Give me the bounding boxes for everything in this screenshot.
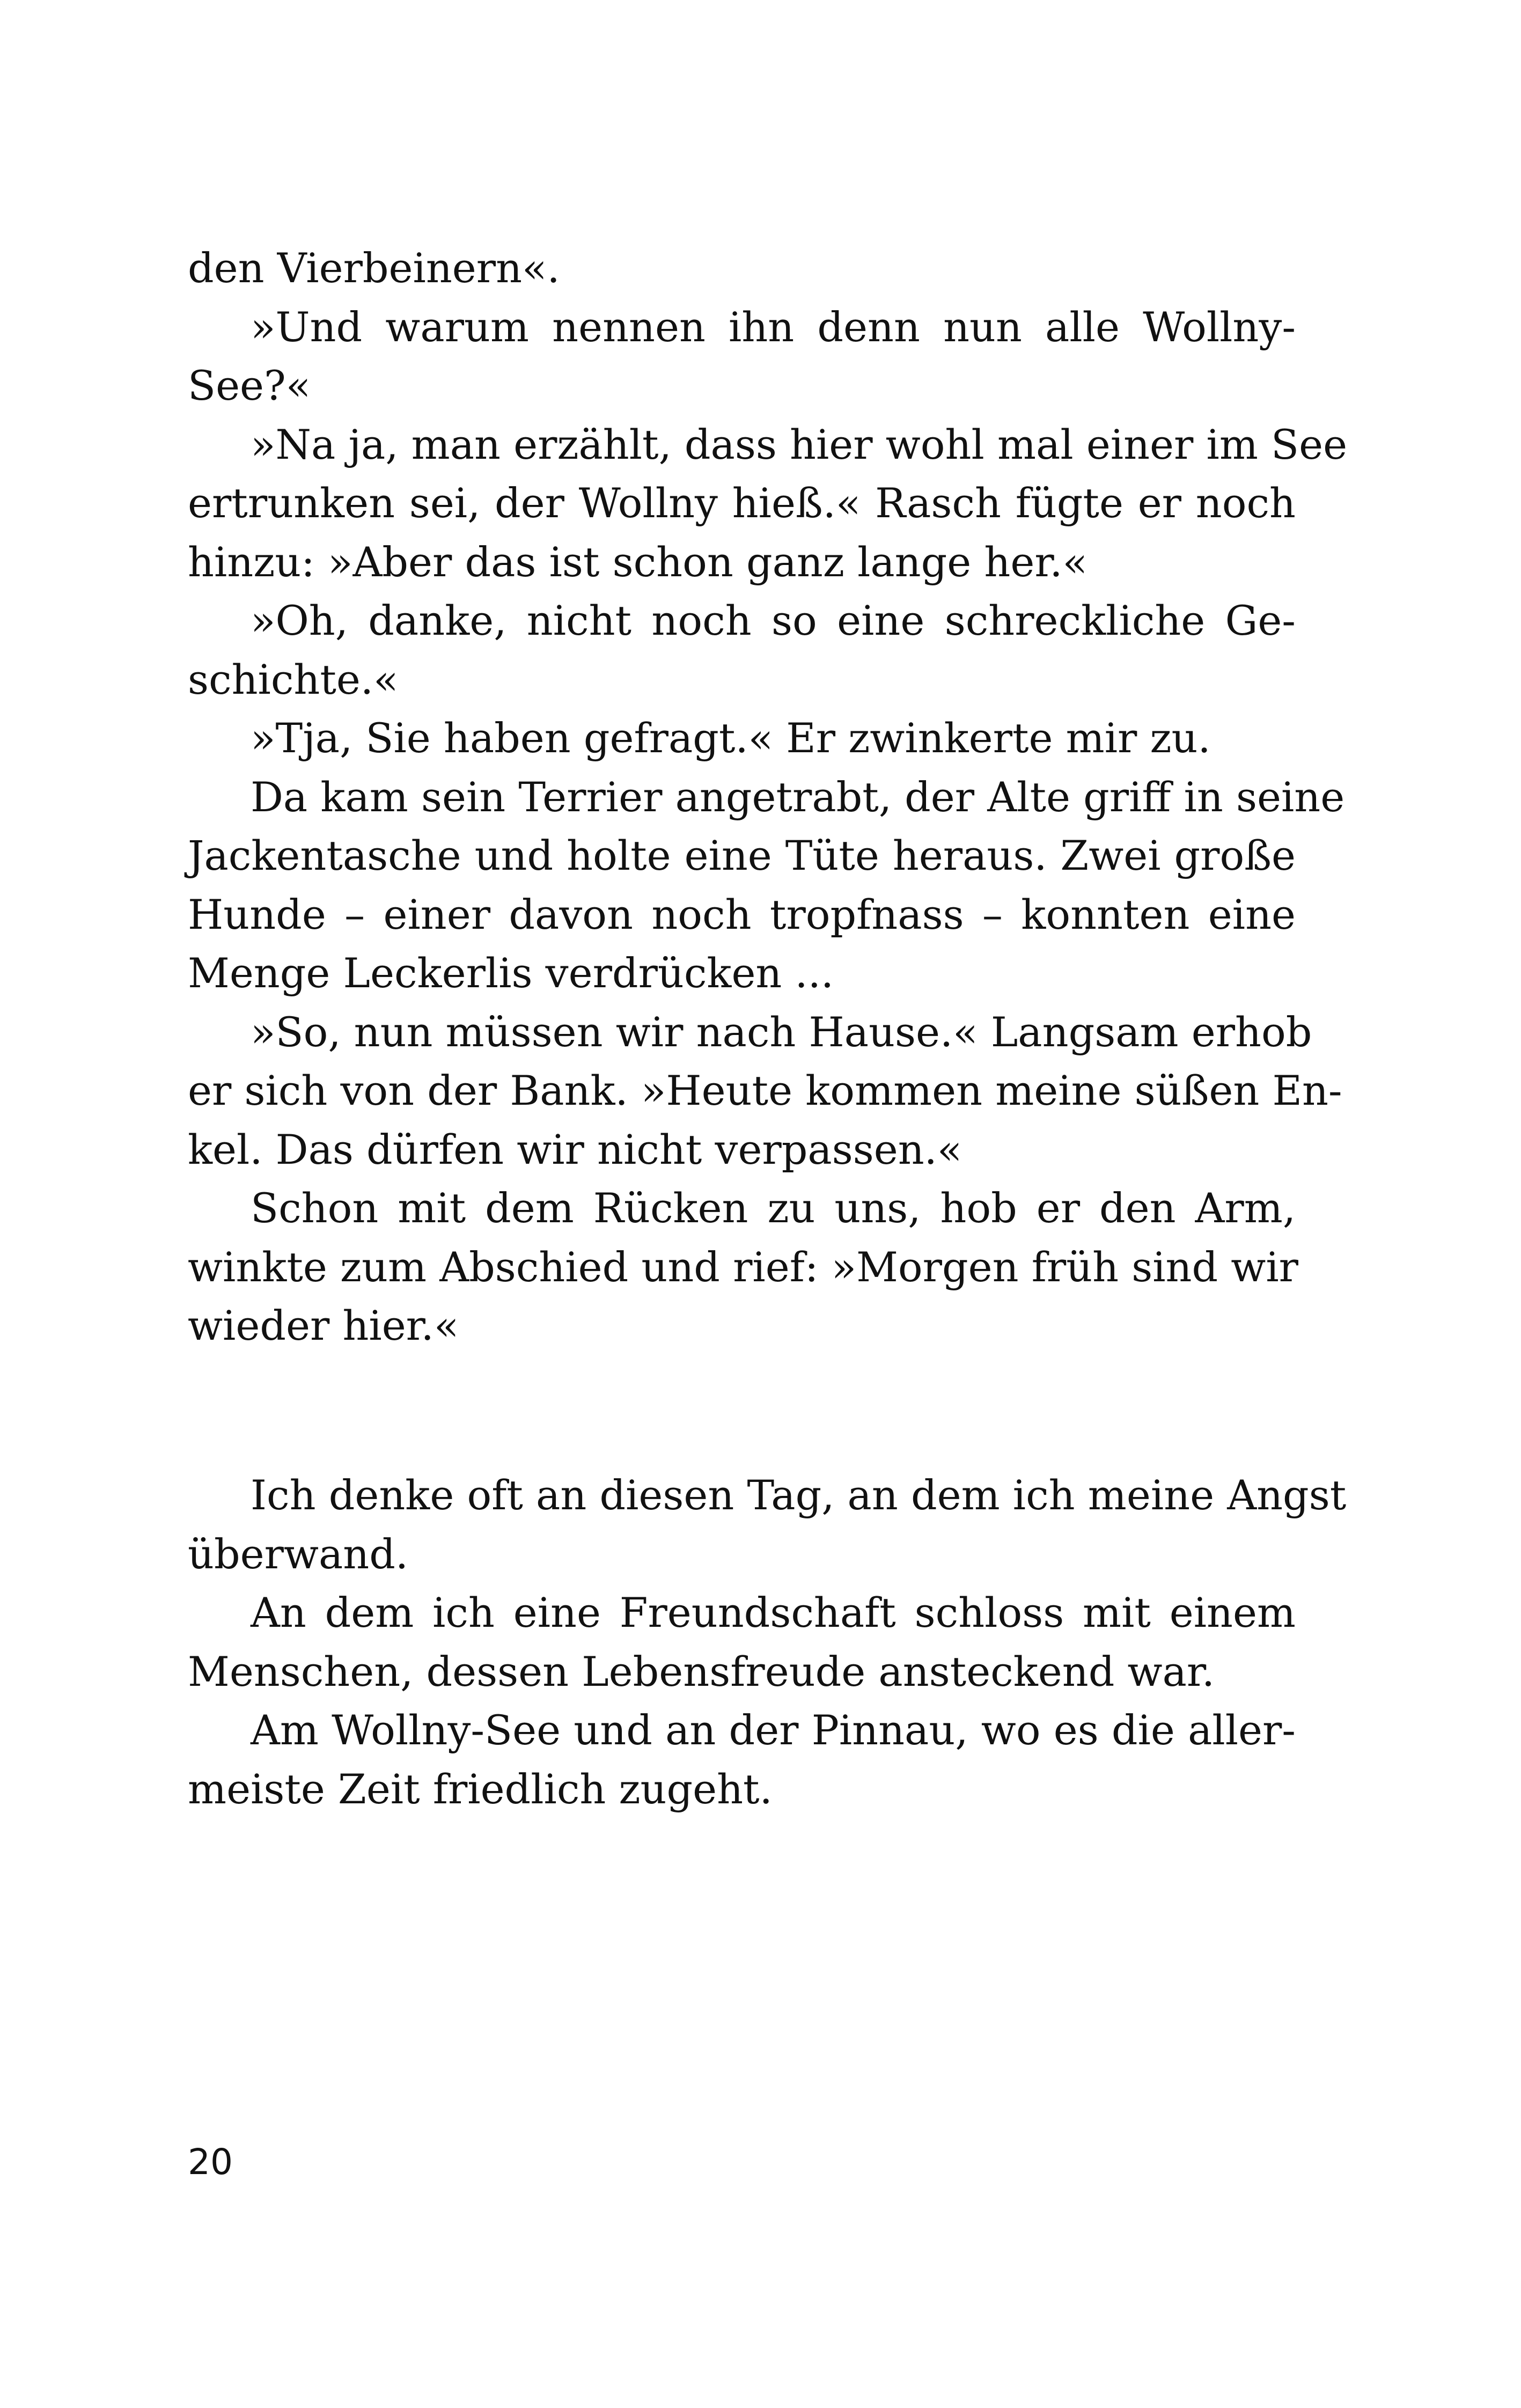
text-line: er sich von der Bank. »Heute kommen meine süßen En- [188, 1067, 1342, 1114]
text-line: den Vierbeinern«. [188, 244, 560, 292]
text-line: »Und warum nennen ihn denn nun alle Wollny- [251, 303, 1296, 351]
text-line: überwand. [188, 1530, 409, 1578]
text-line: schichte.« [188, 655, 399, 703]
text-line: »Oh, danke, nicht noch so eine schreckliche Ge- [251, 597, 1296, 644]
paragraph-3 [188, 415, 1348, 592]
text-line: Schon mit dem Rücken zu uns, hob er den Arm, [251, 1184, 1296, 1232]
paragraph-10 [188, 1583, 1296, 1701]
paragraph-7 [188, 1003, 1342, 1179]
text-line: kel. Das dürfen wir nicht verpassen.« [188, 1125, 962, 1173]
text-line: »So, nun müssen wir nach Hause.« Langsam erhob [251, 1008, 1312, 1056]
text-line: Menge Leckerlis verdrücken ... [188, 949, 834, 997]
text-line: winkte zum Abschied und rief: »Morgen früh sind wir [188, 1243, 1298, 1291]
text-line: Ich denke oft an diesen Tag, an dem ich meine Angst [251, 1471, 1347, 1519]
paragraph-5 [188, 709, 1296, 768]
text-line: »Na ja, man erzählt, dass hier wohl mal einer im See [251, 420, 1348, 468]
text-line: An dem ich eine Freundschaft schloss mit einem [251, 1589, 1296, 1636]
page-number: 20 [188, 2141, 233, 2183]
paragraph-8 [188, 1179, 1296, 1355]
paragraph-1 [188, 239, 1296, 298]
text-line: ertrunken sei, der Wollny hieß.« Rasch fügte er noch [188, 479, 1296, 527]
paragraph-4 [188, 591, 1296, 709]
text-line: meiste Zeit friedlich zugeht. [188, 1765, 773, 1813]
paragraph-2 [188, 298, 1296, 415]
text-line: Hunde – einer davon noch tropfnass – konnten eine [188, 890, 1296, 938]
paragraph-9 [188, 1466, 1347, 1583]
text-line: Menschen, dessen Lebensfreude ansteckend war. [188, 1647, 1215, 1695]
text-block-lower [188, 1466, 1347, 1818]
text-block-upper [188, 239, 1348, 1355]
text-line: »Tja, Sie haben gefragt.« Er zwinkerte mir zu. [251, 714, 1211, 762]
text-line: Am Wollny-See und an der Pinnau, wo es die aller- [251, 1706, 1296, 1754]
paragraph-11 [188, 1701, 1296, 1818]
paragraph-6 [188, 768, 1345, 1003]
text-line: hinzu: »Aber das ist schon ganz lange her.« [188, 538, 1088, 586]
text-line: Jackentasche und holte eine Tüte heraus. Zwei große [188, 832, 1296, 879]
text-line: wieder hier.« [188, 1302, 459, 1349]
text-line: See?« [188, 362, 311, 409]
text-line: Da kam sein Terrier angetrabt, der Alte griff in seine [251, 773, 1345, 821]
